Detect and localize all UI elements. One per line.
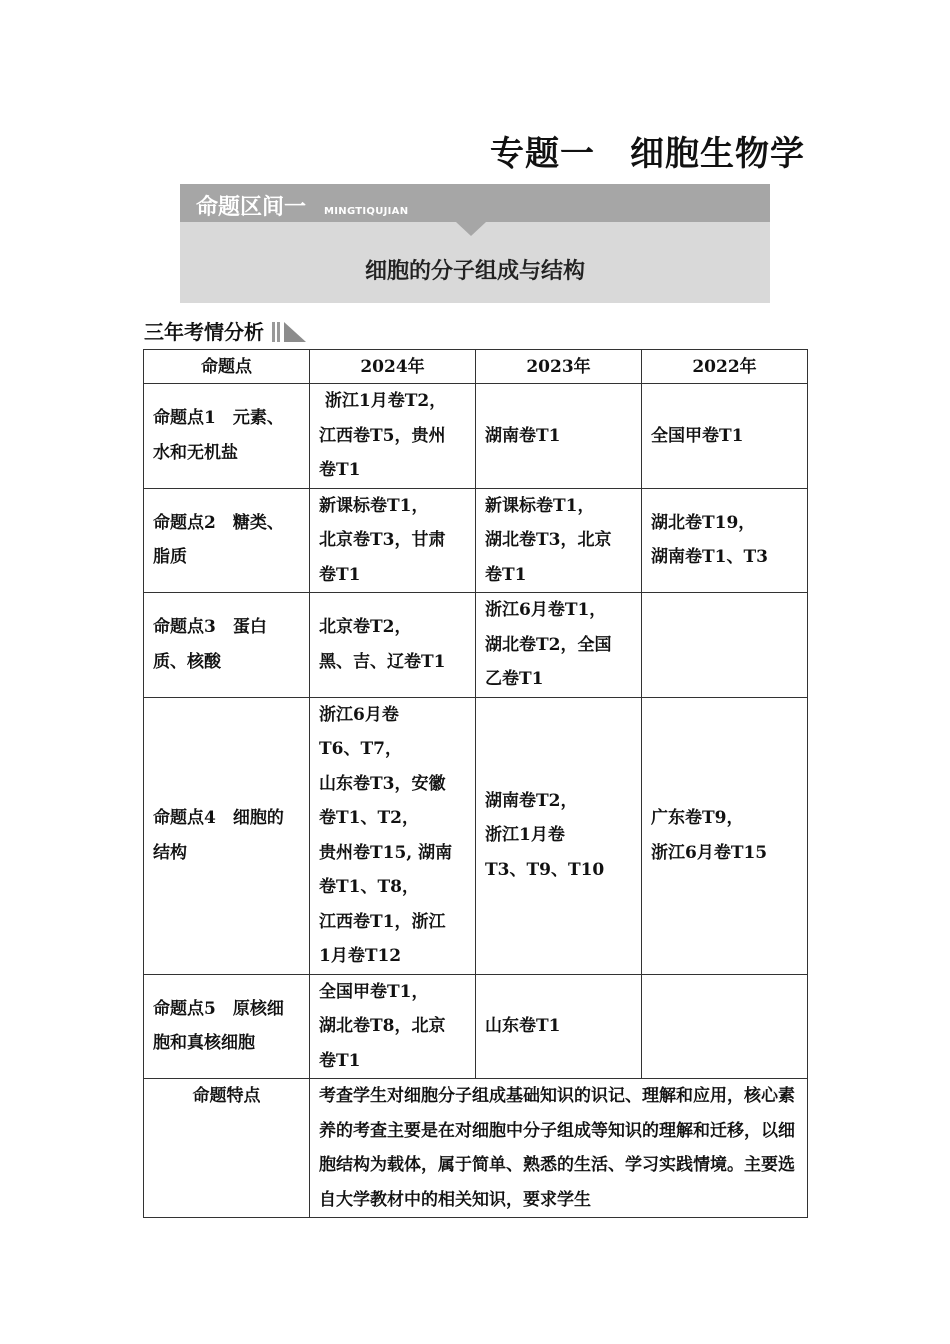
cell-2022: 全国甲卷T1: [642, 384, 808, 489]
banner-pinyin: MINGTIQUJIAN: [324, 206, 409, 217]
cell-2023: 湖南卷T2， 浙江1月卷 T3、T9、T10: [476, 697, 642, 974]
header-topic: 命题点: [144, 350, 310, 384]
header-2024: 2024年: [310, 350, 476, 384]
cell-2024: 浙江1月卷T2， 江西卷T5，贵州 卷T1: [310, 384, 476, 489]
cell-2023: 山东卷T1: [476, 974, 642, 1079]
feature-label: 命题特点: [144, 1079, 310, 1218]
topic-cell: 命题点5 原核细 胞和真核细胞: [144, 974, 310, 1079]
table-header-row: [144, 350, 808, 384]
chapter-title: 专题一 细胞生物学: [490, 134, 805, 174]
table-row: [144, 384, 808, 489]
topic-cell: 命题点2 糖类、 脂质: [144, 488, 310, 593]
table-row: [144, 974, 808, 1079]
header-2023: 2023年: [476, 350, 642, 384]
table-row: [144, 697, 808, 974]
cell-2023: 湖南卷T1: [476, 384, 642, 489]
cell-2022: 广东卷T9， 浙江6月卷T15: [642, 697, 808, 974]
cell-2022: 湖北卷T19， 湖南卷T1、T3: [642, 488, 808, 593]
cell-2024: 浙江6月卷 T6、T7， 山东卷T3，安徽 卷T1、T2， 贵州卷T15, 湖南 卷T1、T8， 江西卷T1，浙江 1月卷T12: [310, 697, 476, 974]
exam-analysis-table: [143, 349, 808, 1218]
cell-2023: 浙江6月卷T1， 湖北卷T2，全国 乙卷T1: [476, 593, 642, 698]
feature-row: [144, 1079, 808, 1218]
table-row: [144, 593, 808, 698]
cell-2023: 新课标卷T1， 湖北卷T3，北京 卷T1: [476, 488, 642, 593]
topic-cell: 命题点4 细胞的 结构: [144, 697, 310, 974]
cell-2022: [642, 593, 808, 698]
section-banner: [180, 184, 770, 303]
header-2022: 2022年: [642, 350, 808, 384]
cell-2024: 全国甲卷T1， 湖北卷T8，北京 卷T1: [310, 974, 476, 1079]
feature-text: 考查学生对细胞分子组成基础知识的识记、理解和应用，核心素养的考查主要是在对细胞中分子组成等知识的理解和迁移，以细胞结构为载体，属于简单、熟悉的生活、学习实践情境。主要选自大学教材中的相关知识，要求学生: [310, 1079, 808, 1218]
banner-notch: [456, 222, 486, 236]
heading-arrow-icon: [272, 320, 306, 342]
topic-cell: 命题点1 元素、 水和无机盐: [144, 384, 310, 489]
banner-label: 命题区间一: [196, 195, 307, 220]
topic-cell: 命题点3 蛋白 质、核酸: [144, 593, 310, 698]
section-heading-text: 三年考情分析: [144, 320, 264, 344]
cell-2024: 北京卷T2， 黑、吉、辽卷T1: [310, 593, 476, 698]
cell-2022: [642, 974, 808, 1079]
banner-subtitle: 细胞的分子组成与结构: [364, 259, 585, 284]
cell-2024: 新课标卷T1， 北京卷T3，甘肃 卷T1: [310, 488, 476, 593]
table-row: [144, 488, 808, 593]
section-heading: [144, 316, 306, 345]
